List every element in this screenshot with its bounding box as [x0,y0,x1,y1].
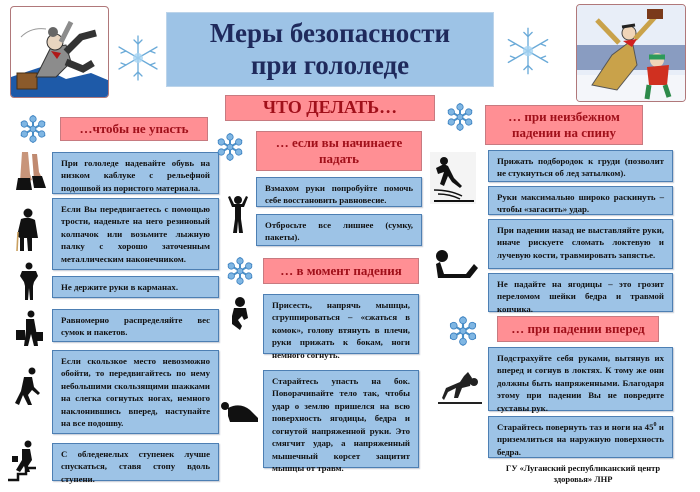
tip-text: Присесть, напрячь мышцы, сгруппироваться – «сжаться в комок», голову втянуть в плечи, руки прижать к бокам, ноги немного согнуть. [272,300,410,360]
person-on-stairs-icon [6,440,40,482]
starting-to-fall-heading [256,131,422,171]
people-slipping-illustration [576,4,686,102]
dont-fall-heading [60,117,208,141]
tip-box [256,214,422,246]
fall-on-back-heading [485,105,643,145]
fall-on-back-heading-text: … при неизбежном падении на спину [508,109,620,140]
title-line-1: Меры безопасности [209,18,451,49]
tip-text: Прижать подбородок к груди (позволит не стукнуться об лед затылком). [497,156,664,179]
tip-box [488,150,673,182]
page-title [166,12,494,87]
person-arms-raised-icon [226,195,250,235]
fall-forward-heading [497,316,659,342]
starting-to-fall-heading-text: … если вы начинаете падать [275,135,403,166]
tip-text: При гололеде надевайте обувь на низком каблуке с рельефной подошвой из пористого материала. [61,158,210,193]
tip-text: С обледенелых ступенек лучше спускаться, ставя стопу вдоль ступени. [61,449,210,484]
person-falling-forward-icon [436,370,484,406]
footer-organization [478,463,688,485]
tip-text: Равномерно распределяйте вес сумок и пакетов. [61,315,210,338]
person-fallen-on-side-icon [220,400,260,424]
tip-text: и приземлиться на наружную поверхность бедра. [497,422,664,457]
slipping-person-icon [430,152,476,204]
snowflake-icon [18,114,48,144]
snowflake-icon [225,256,255,286]
what-to-do-heading [225,95,435,121]
snowflake-icon [110,30,166,86]
snowflake-icon [215,132,245,162]
footer-line-2: здоровья» ЛНР [553,474,613,485]
what-to-do-heading-text: ЧТО ДЕЛАТЬ… [262,97,398,118]
footer-line-1: ГУ «Луганский республиканский центр [505,463,661,473]
tip-box [52,443,219,484]
snowflake-icon [447,315,479,347]
tip-box [488,273,673,312]
tip-box [488,416,673,458]
person-carrying-bags-icon [14,310,44,348]
moment-of-fall-heading [263,258,419,284]
person-walking-bent-icon [12,367,42,407]
fall-forward-heading-text: … при падении вперед [511,321,645,337]
tip-box [263,370,419,474]
degree-superscript: 0 [653,422,657,429]
person-crouching-icon [228,296,252,332]
moment-of-fall-heading-text: … в момент падения [280,263,402,279]
tip-text: Если Вы передвигаетесь с помощью трости, наденьте на него резиновый колпачок или возьмите лыжную палку с хорошо заточенным металлическим наконечником. [61,204,210,264]
tip-box [52,309,219,342]
person-standing-icon [18,262,40,302]
tip-text: Старайтесь упасть на бок. Поворачивайте тело так, чтобы удар о землю пришелся на всю поверхность ягодицы, бедра и согнутой напряженной руки. Это смягчит удар, а напряженный мышечный корсет защитит мышцы от травм. [272,376,410,474]
man-slipping-illustration [10,6,109,98]
tip-box [488,347,673,411]
boots-icon [12,152,48,194]
tip-text: Старайтесь повернуть таз и ноги на 45 [497,422,654,432]
tip-text: Подстрахуйте себя руками, вытянув их вперед и согнув в локтях. К тому же они должны быть напряженными. Благодаря этому при падении Вы не повредите суставы рук. [497,353,664,413]
dont-fall-heading-text: …чтобы не упасть [79,121,189,137]
tip-box [488,219,673,269]
snowflake-icon [445,102,475,132]
tip-box [52,152,219,194]
tip-box [52,198,219,270]
tip-text: При падении назад не выставляйте руки, иначе рискуете сломать локтевую и лучевую кости, травмировать запястье. [497,225,664,260]
tip-box [263,294,419,360]
title-line-2: при гололеде [250,49,410,80]
tip-text: Не держите руки в карманах. [61,282,179,292]
person-lying-on-back-icon [430,240,480,280]
tip-box [52,350,219,434]
elderly-person-with-cane-icon [14,208,42,252]
tip-text: Взмахом руки попробуйте помочь себе восстановить равновесие. [265,183,413,206]
tip-box [52,276,219,298]
tip-text: Если скользкое место невозможно обойти, то передвигайтесь по нему небольшими скользящими шажками на слегка согнутых ногах, немного наклонившись вперед, наступайте на все подошву. [61,356,210,429]
tip-text: Отбросьте все лишнее (сумку, пакеты). [265,220,413,243]
tip-text: Не падайте на ягодицы – это грозит переломом шейки бедра и травмой копчика. [497,279,664,314]
tip-box [488,186,673,215]
snowflake-icon [497,20,559,82]
tip-text: Руки максимально широко раскинуть – чтобы «загасить» удар. [497,192,664,215]
tip-box [256,177,422,207]
